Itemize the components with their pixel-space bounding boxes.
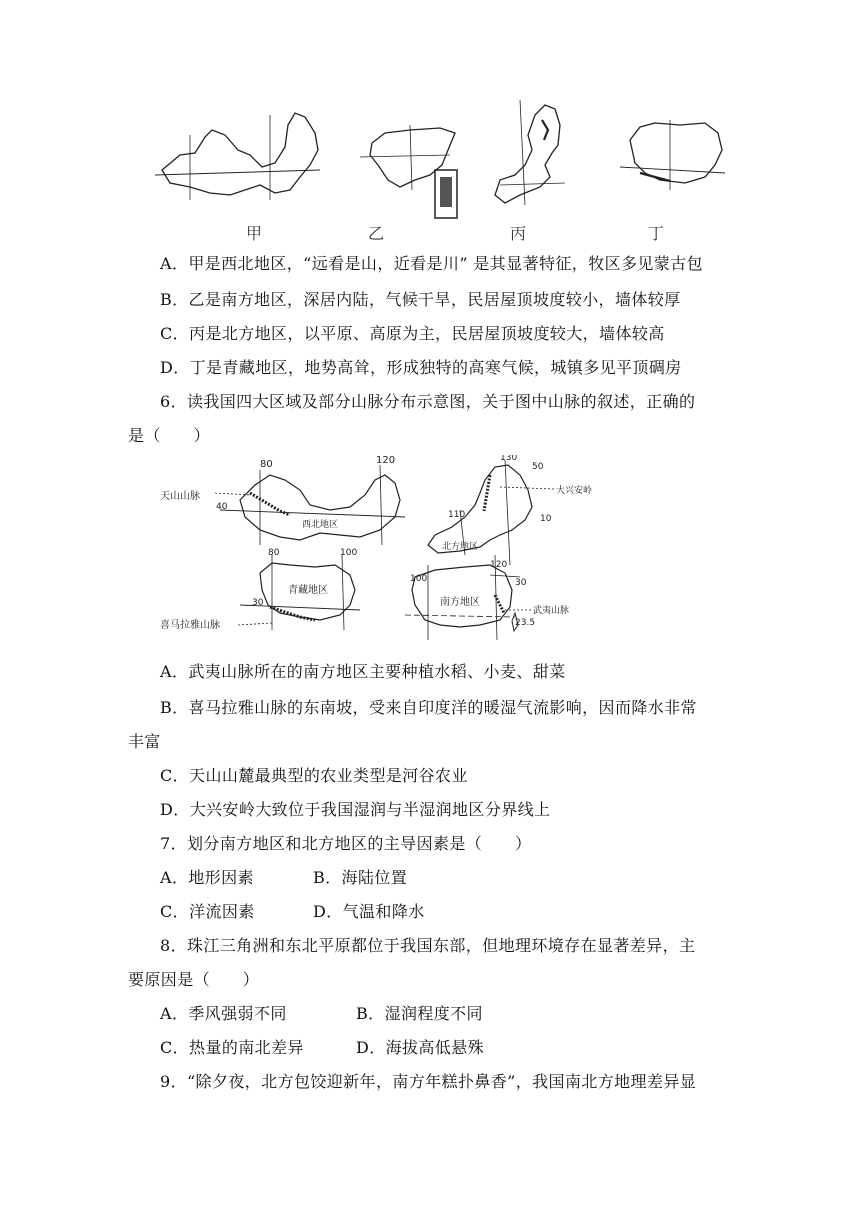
q8-option-c: C．热量的南北差异	[160, 1038, 304, 1057]
mountain-maps	[160, 455, 620, 650]
tick-n-10: 10	[540, 514, 552, 524]
tick-nw-40: 40	[216, 502, 228, 512]
q7-option-d: D．气温和降水	[313, 902, 425, 921]
map-bing	[495, 100, 565, 205]
figure-region-mountains	[160, 455, 620, 650]
map-label-jia: 甲	[246, 224, 263, 243]
map-label-yi: 乙	[368, 224, 385, 243]
region-nw: 西北地区	[302, 520, 339, 530]
tick-n-50: 50	[532, 462, 544, 472]
q6-stem-line2: 是（ ）	[128, 426, 211, 445]
q7-option-b: B．海陆位置	[313, 868, 408, 887]
map-label-bing: 丙	[510, 224, 527, 243]
label-tianshan: 天山山脉	[160, 491, 200, 502]
tick-nw-80: 80	[260, 459, 273, 470]
label-himalaya: 喜马拉雅山脉	[160, 620, 220, 631]
tick-qz-100: 100	[340, 548, 358, 558]
map-nw	[215, 465, 405, 545]
q8-option-a: A．季风强弱不同	[160, 1004, 287, 1023]
q6-option-c: C．天山山麓最典型的农业类型是河谷农业	[160, 766, 468, 785]
region-s: 南方地区	[440, 597, 480, 608]
tick-s-120: 120	[490, 560, 508, 570]
region-qz: 青藏地区	[288, 585, 328, 596]
map-yi	[360, 125, 457, 218]
q8-option-b: B．湿润程度不同	[356, 1004, 483, 1023]
q8-option-d: D．海拔高低悬殊	[356, 1038, 485, 1057]
four-region-maps	[150, 95, 730, 245]
region-n: 北方地区	[442, 542, 479, 552]
q6-option-a: A．武夷山脉所在的南方地区主要种植水稻、小麦、甜菜	[160, 662, 566, 681]
q9-stem-line1: 9．“除夕夜，北方包饺迎新年，南方年糕扑鼻香”，我国南北方地理差异显	[160, 1072, 697, 1091]
map-jia	[155, 113, 320, 200]
map-ding	[620, 120, 725, 190]
q7-option-c: C．洋流因素	[160, 902, 255, 921]
q6-option-b-line1: B．喜马拉雅山脉的东南坡，受来自印度洋的暖湿气流影响，因而降水非常	[160, 698, 697, 717]
tick-nw-120: 120	[376, 455, 396, 466]
label-daxinganling: 大兴安岭	[556, 486, 593, 496]
tick-s-23-5: 23.5	[515, 618, 536, 628]
q6-option-b-line2: 丰富	[128, 732, 161, 751]
tick-qz-30: 30	[252, 598, 264, 608]
tick-s-100: 100	[410, 574, 428, 584]
q6-option-d: D．大兴安岭大致位于我国湿润与半湿润地区分界线上	[160, 800, 551, 819]
q8-stem-line1: 8．珠江三角洲和东北平原都位于我国东部，但地理环境存在显著差异，主	[160, 936, 696, 955]
figure-four-regions	[150, 95, 730, 245]
q8-stem-line2: 要原因是（ ）	[128, 970, 260, 989]
tick-n-130: 130	[500, 455, 518, 463]
tick-s-30: 30	[515, 578, 527, 588]
tick-qz-80: 80	[268, 548, 280, 558]
tick-n-110: 110	[448, 510, 466, 520]
q5-option-c: C．丙是北方地区，以平原、高原为主，民居屋顶坡度较大，墙体较高	[160, 324, 665, 343]
q6-stem-line1: 6．读我国四大区域及部分山脉分布示意图，关于图中山脉的叙述，正确的	[160, 392, 696, 411]
label-wuyishan: 武夷山脉	[533, 606, 570, 616]
q5-option-a: A．甲是西北地区，“远看是山，近看是川” 是其显著特征，牧区多见蒙古包	[160, 254, 704, 273]
q5-option-b: B．乙是南方地区，深居内陆，气候干旱，民居屋顶坡度较小，墙体较厚	[160, 290, 681, 309]
q5-option-d: D．丁是青藏地区，地势高耸，形成独特的高寒气候，城镇多见平顶碉房	[160, 358, 682, 377]
q7-stem: 7．划分南方地区和北方地区的主导因素是（ ）	[160, 834, 532, 853]
q7-option-a: A．地形因素	[160, 868, 254, 887]
map-label-ding: 丁	[648, 224, 665, 243]
